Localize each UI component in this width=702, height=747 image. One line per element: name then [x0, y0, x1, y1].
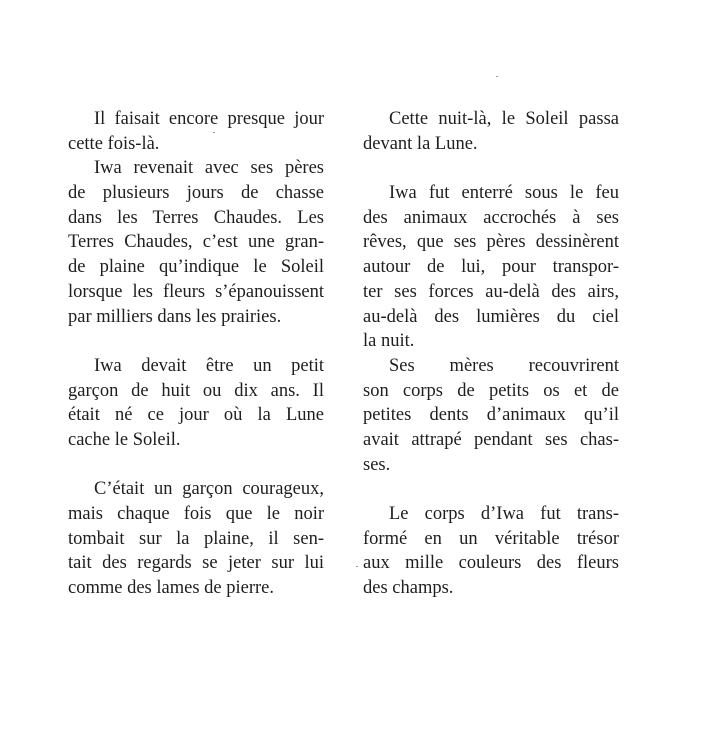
- text-line: cette fois-là.: [68, 133, 160, 154]
- paragraph-gap: [68, 329, 324, 354]
- scan-speck: [356, 566, 358, 567]
- text-line: des champs.: [363, 578, 454, 599]
- text-line: ses.: [363, 454, 391, 475]
- text-line: Le corps d’Iwa fut trans-: [389, 504, 619, 524]
- text-line: des animaux accrochés à ses: [363, 207, 619, 228]
- text-line: formé en un véritable trésor: [363, 528, 619, 549]
- scan-speck: [213, 132, 215, 133]
- text-line: lorsque les fleurs s’épanouissent: [68, 281, 324, 302]
- text-line: C’était un garçon courageux,: [94, 479, 324, 500]
- text-line: Ses mères recouvrirent: [389, 355, 619, 376]
- text-line: cache le Soleil.: [68, 429, 181, 450]
- text-line: au-delà des lumières du ciel: [363, 306, 619, 327]
- text-line: la nuit.: [363, 331, 415, 352]
- text-line: dans les Terres Chaudes. Les: [68, 207, 324, 228]
- text-line: Cette nuit-là, le Soleil passa: [389, 109, 619, 129]
- text-line: Iwa fut enterré sous le feu: [389, 183, 619, 204]
- text-line: devant la Lune.: [363, 133, 478, 154]
- text-line: Iwa revenait avec ses pères: [94, 158, 324, 179]
- text-line: Iwa devait être un petit: [94, 355, 324, 376]
- left-text-column: [68, 107, 324, 601]
- text-line: rêves, que ses pères dessinèrent: [363, 232, 619, 253]
- text-line: ter ses forces au-delà des airs,: [363, 281, 619, 302]
- paragraph-gap: [363, 477, 619, 502]
- text-line: son corps de petits os et de: [363, 380, 619, 401]
- text-line: était né ce jour où la Lune: [68, 405, 324, 426]
- scan-speck: [496, 76, 498, 77]
- text-line: avait attrapé pendant ses chas-: [363, 429, 619, 450]
- text-line: par milliers dans les prairies.: [68, 306, 282, 327]
- paragraph-gap: [363, 156, 619, 181]
- text-line: tait des regards se jeter sur lui: [68, 553, 324, 574]
- text-line: comme des lames de pierre.: [68, 578, 274, 599]
- text-line: de plusieurs jours de chasse: [68, 183, 324, 204]
- text-line: Il faisait encore presque jour: [94, 109, 324, 129]
- text-line: garçon de huit ou dix ans. Il: [68, 380, 324, 401]
- text-line: aux mille couleurs des fleurs: [363, 553, 619, 574]
- text-line: petites dents d’animaux qu’il: [363, 405, 619, 426]
- text-line: Terres Chaudes, c’est une gran-: [68, 232, 324, 253]
- paragraph-gap: [68, 453, 324, 478]
- text-line: de plaine qu’indique le Soleil: [68, 257, 324, 278]
- right-text-column: [363, 107, 619, 601]
- text-line: tombait sur la plaine, il sen-: [68, 528, 324, 549]
- text-line: mais chaque fois que le noir: [68, 504, 324, 524]
- text-line: autour de lui, pour transpor-: [363, 257, 619, 278]
